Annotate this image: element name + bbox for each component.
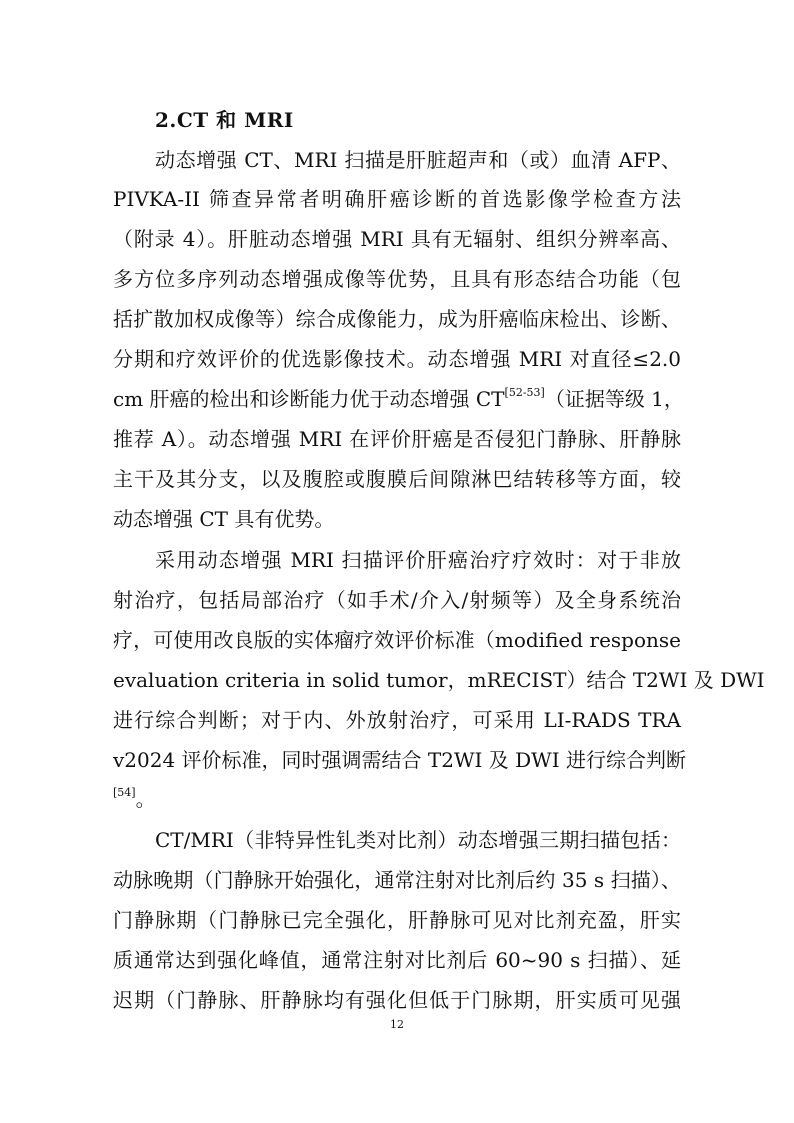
paragraph-1-line-2: PIVKA-II 筛查异常者明确肝癌诊断的首选影像学检查方法 xyxy=(113,187,681,211)
paragraph-3-line-5: 迟期（门静脉、肝静脉均有强化但低于门脉期，肝实质可见强 xyxy=(113,988,681,1012)
paragraph-1-line-8: 推荐 A）。动态增强 MRI 在评价肝癌是否侵犯门静脉、肝静脉 xyxy=(113,427,681,451)
paragraph-1-line-3: （附录 4）。肝脏动态增强 MRI 具有无辐射、组织分辨率高、 xyxy=(113,227,681,251)
paragraph-2-line-3: 疗，可使用改良版的实体瘤疗效评价标准（modified response xyxy=(113,628,681,652)
paragraph-1-line-4: 多方位多序列动态增强成像等优势，且具有形态结合功能（包 xyxy=(113,267,681,291)
paragraph-2-line-4: evaluation criteria in solid tumor，mRECIST）结合 T2WI 及 DWI xyxy=(113,668,765,692)
paragraph-1-line-10: 动态增强 CT 具有优势。 xyxy=(113,507,335,531)
paragraph-3-line-1: CT/MRI（非特异性钆类对比剂）动态增强三期扫描包括： xyxy=(155,828,681,852)
citation-54: [54] xyxy=(113,786,136,800)
paragraph-2-line-6: v2024 评价标准，同时强调需结合 T2WI 及 DWI 进行综合判断 xyxy=(113,748,686,772)
section-heading: 2.CT 和 MRI xyxy=(155,108,294,132)
paragraph-2-line-7-text: 。 xyxy=(135,787,156,811)
paragraph-1-line-1: 动态增强 CT、MRI 扫描是肝脏超声和（或）血清 AFP、 xyxy=(155,148,681,172)
paragraph-3-line-2: 动脉晚期（门静脉开始强化，通常注射对比剂后约 35 s 扫描）、 xyxy=(113,868,681,892)
paragraph-1-line-7-text: cm 肝癌的检出和诊断能力优于动态增强 CT xyxy=(113,387,505,411)
paragraph-1-line-6: 分期和疗效评价的优选影像技术。动态增强 MRI 对直径≤2.0 xyxy=(113,347,681,371)
page-number: 12 xyxy=(390,1018,404,1031)
paragraph-1-line-5: 括扩散加权成像等）综合成像能力，成为肝癌临床检出、诊断、 xyxy=(113,307,681,331)
paragraph-3-line-3: 门静脉期（门静脉已完全强化，肝静脉可见对比剂充盈，肝实 xyxy=(113,908,681,932)
paragraph-2-line-1: 采用动态增强 MRI 扫描评价肝癌治疗疗效时：对于非放 xyxy=(155,548,681,572)
paragraph-2-line-2: 射治疗，包括局部治疗（如手术/介入/射频等）及全身系统治 xyxy=(113,588,681,612)
paragraph-1-line-7 xyxy=(113,384,684,414)
paragraph-2-line-5: 进行综合判断；对于内、外放射治疗，可采用 LI-RADS TRA xyxy=(113,708,681,732)
paragraph-1-line-9: 主干及其分支，以及腹腔或腹膜后间隙淋巴结转移等方面，较 xyxy=(113,467,681,491)
citation-52-53: [52-53] xyxy=(504,386,545,400)
paragraph-3-line-4: 质通常达到强化峰值，通常注射对比剂后 60~90 s 扫描）、延 xyxy=(113,948,681,972)
paragraph-1-line-7-tail: （证据等级 1， xyxy=(544,387,684,411)
paragraph-2-line-7 xyxy=(113,784,681,814)
